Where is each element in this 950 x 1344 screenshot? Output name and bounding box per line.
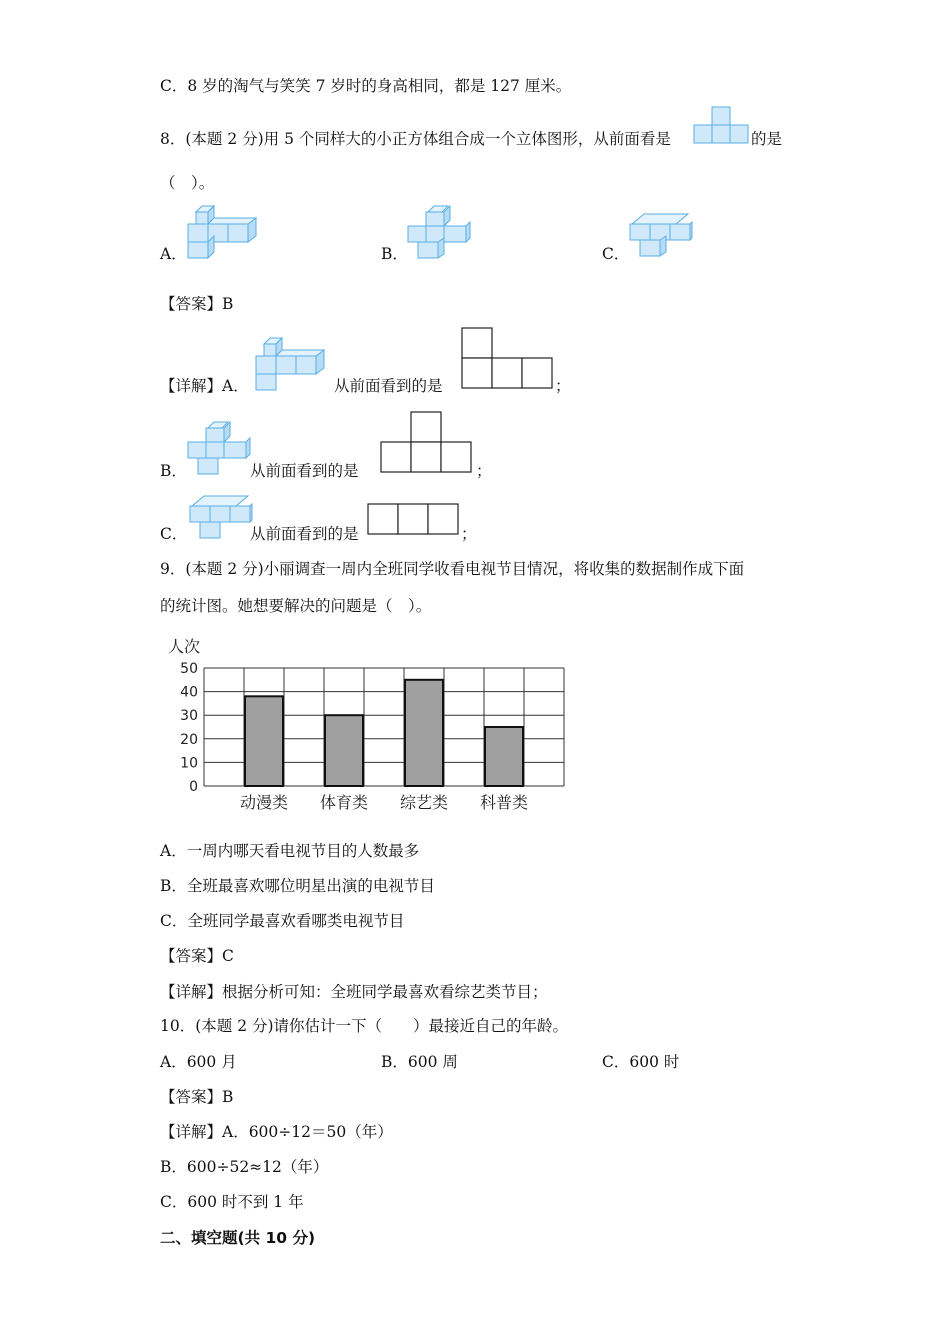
q8-option-a-label: A． — [160, 245, 187, 263]
q8-detail-b-semicolon: ； — [476, 462, 492, 480]
q8-detail-b-label: B． — [160, 462, 187, 480]
q8-detail-a-figure — [254, 336, 328, 392]
chart-ytick-label: 0 — [189, 779, 198, 795]
chart-ytick-label: 30 — [180, 708, 198, 725]
q8-detail-b-view-grid — [380, 411, 474, 475]
chart-ytick-label: 50 — [180, 661, 198, 677]
chart-category-label: 综艺类 — [399, 793, 449, 812]
chart-bar-3 — [405, 680, 443, 786]
q9-detail: 【详解】根据分析可知：全班同学最喜欢看综艺类节目； — [160, 983, 548, 1001]
q8-stem-end: 的是 — [751, 130, 783, 148]
q8-blank: （ ）。 — [160, 174, 215, 192]
chart-ytick-label: 40 — [180, 684, 198, 701]
q9-answer: 【答案】C — [160, 947, 234, 965]
q8-answer: 【答案】B — [160, 295, 234, 313]
q10-option-b: B．600 周 — [381, 1053, 458, 1071]
q10-option-a: A．600 月 — [160, 1053, 237, 1071]
chart-category-label: 科普类 — [479, 793, 529, 812]
chart-ytick-label: 10 — [180, 755, 198, 772]
q10-detail-b: B．600÷52≈12（年） — [160, 1158, 329, 1176]
q8-option-b-figure — [406, 204, 474, 260]
q8-detail-a-view-grid — [461, 327, 555, 389]
tv-program-bar-chart — [160, 630, 580, 820]
q8-detail-c-view-grid — [367, 503, 461, 537]
q8-stem — [160, 129, 671, 149]
chart-ytick-label: 20 — [180, 731, 198, 748]
q9-option-b: B．全班最喜欢哪位明星出演的电视节目 — [160, 877, 435, 895]
chart-bar-4 — [485, 727, 523, 786]
chart-ylabel: 人次 — [168, 637, 201, 656]
q8-detail-c-semicolon: ； — [461, 525, 477, 543]
q8-detail-a-semicolon: ； — [555, 377, 571, 395]
q10-answer: 【答案】B — [160, 1088, 234, 1106]
q8-detail-b-view-text: 从前面看到的是 — [250, 462, 359, 480]
q8-option-c-figure — [626, 210, 696, 260]
q9-option-c: C．全班同学最喜欢看哪类电视节目 — [160, 912, 405, 930]
q8-detail-c-view-text: 从前面看到的是 — [250, 525, 359, 543]
q8-option-b-label: B． — [381, 245, 408, 263]
q8-detail-a-view-text: 从前面看到的是 — [334, 377, 443, 395]
q8-option-c-label: C． — [602, 245, 630, 263]
q9-stem-line1: 9．(本题 2 分)小丽调查一周内全班同学收看电视节目情况，将收集的数据制作成下面 — [160, 560, 745, 578]
q8-option-a-figure — [186, 204, 260, 260]
chart-category-label: 动漫类 — [239, 793, 289, 812]
q7-option-c: C．8 岁的淘气与笑笑 7 岁时的身高相同，都是 127 厘米。 — [160, 77, 572, 95]
q8-detail-c-figure — [186, 492, 256, 542]
q10-detail-a: 【详解】A．600÷12＝50（年） — [160, 1123, 393, 1141]
chart-bar-2 — [325, 715, 363, 786]
q9-option-a: A．一周内哪天看电视节目的人数最多 — [160, 842, 420, 860]
q8-detail-c-label: C． — [160, 525, 188, 543]
chart-category-label: 体育类 — [319, 793, 369, 812]
section2-title: 二、填空题(共 10 分) — [160, 1229, 316, 1247]
q9-stem-line2: 的统计图。她想要解决的问题是（ ）。 — [160, 597, 432, 615]
q8-detail-b-figure — [186, 420, 254, 478]
q8-detail-a-label: 【详解】A． — [160, 377, 249, 395]
q10-option-c: C．600 时 — [602, 1053, 680, 1071]
chart-bar-1 — [245, 696, 283, 786]
q8-front-view-figure — [694, 106, 750, 146]
q8-stem-text: 8．(本题 2 分)用 5 个同样大的小正方体组合成一个立体图形，从前面看是 — [160, 130, 671, 148]
q10-detail-c: C．600 时不到 1 年 — [160, 1193, 304, 1211]
q10-stem: 10．(本题 2 分)请你估计一下（ ）最接近自己的年龄。 — [160, 1017, 569, 1035]
